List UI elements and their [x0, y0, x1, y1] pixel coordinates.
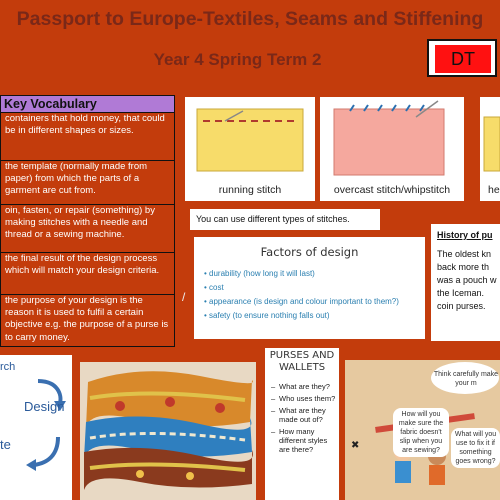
factors-title: Factors of design: [260, 245, 359, 259]
cycle-label-evaluate: te: [0, 437, 11, 452]
cycle-arrows: [0, 355, 72, 500]
running-stitch-illustration: [185, 97, 315, 182]
vocabulary-definition: containers that hold money, that could be in different shapes or sizes.: [5, 113, 165, 137]
speech-bubble-right: What will you use to fix it if something goes wrong?: [451, 428, 500, 468]
vocabulary-row: [0, 161, 175, 205]
stitches-note: You can use different types of stitches.: [190, 209, 380, 230]
factors-of-design-card: [194, 237, 425, 339]
subject-badge-label: DT: [435, 45, 491, 73]
purses-title: [265, 350, 339, 374]
vocabulary-row: [0, 253, 175, 295]
vocabulary-heading: Key Vocabulary: [0, 95, 175, 113]
page-title: Passport to Europe-Textiles, Seams and Stiffening: [16, 8, 484, 30]
factor-item: • durability (how long it will last): [204, 269, 425, 278]
vocabulary-row: [0, 113, 175, 161]
subject-badge: [427, 39, 497, 77]
cycle-label-design: Design: [24, 399, 65, 414]
history-line: coin purses.: [437, 301, 486, 311]
history-text: [437, 248, 500, 313]
page-subtitle: Year 4 Spring Term 2: [153, 50, 322, 69]
purse-photo-image: [80, 362, 256, 500]
sewing-cartoon: [345, 360, 500, 500]
purses-question: – What are they made out of?: [271, 406, 339, 424]
close-icon[interactable]: ✖: [351, 440, 360, 451]
factor-item: • cost: [204, 283, 425, 292]
history-card: [431, 224, 500, 341]
purse-photo: [80, 362, 256, 500]
vocabulary-definition: the final result of the design process which will match your design criteria.: [5, 253, 160, 277]
vocabulary-definition: the template (normally made from paper) from which the parts of a garment are cut from.: [5, 161, 148, 197]
purses-title-line: PURSES AND: [269, 350, 335, 361]
purses-and-wallets-card: [265, 348, 339, 500]
purses-title-line: WALLETS: [278, 362, 326, 373]
speech-bubble-left: How will you make sure the fabric doesn't slip when you are sewing?: [393, 408, 449, 457]
overcast-stitch-card: [320, 97, 464, 201]
divider-mark: /: [182, 290, 186, 304]
history-line: back more th: [437, 262, 490, 272]
purses-question: – Who uses them?: [271, 394, 339, 403]
vocabulary-definition: the purpose of your design is the reason it is used to fulfil a certain objective e.g. the purpose of a purse is to carry money.: [5, 295, 169, 343]
factors-list: [204, 269, 425, 320]
history-line: The oldest kn: [437, 249, 492, 259]
cycle-label-research: rch: [0, 361, 16, 373]
purses-questions: [265, 382, 339, 454]
vocabulary-row: [0, 205, 175, 253]
overcast-stitch-label: overcast stitch/whipstitch: [333, 184, 451, 196]
third-stitch-illustration: [480, 97, 500, 182]
purses-question: – What are they?: [271, 382, 339, 391]
history-title: History of pu: [437, 230, 493, 240]
thought-bubble-top: Think carefully make your m: [433, 371, 499, 387]
purses-question: – How many different styles are there?: [271, 427, 339, 454]
history-line: was a pouch w: [437, 275, 497, 285]
vocabulary-table: [0, 95, 175, 347]
design-cycle-diagram: [0, 355, 72, 500]
running-stitch-label: running stitch: [218, 184, 282, 196]
vocabulary-definition: oin, fasten, or repair (something) by making stitches with a needle and thread or a sewing machine.: [5, 205, 155, 241]
vocabulary-row: [0, 295, 175, 347]
running-stitch-card: [185, 97, 315, 201]
history-line: the Iceman.: [437, 288, 485, 298]
overcast-stitch-illustration: [320, 97, 464, 182]
factor-item: • appearance (is design and colour important to them?): [204, 297, 425, 306]
third-stitch-label: he: [488, 184, 500, 196]
factor-item: • safety (to ensure nothing falls out): [204, 311, 425, 320]
third-stitch-card: [480, 97, 500, 201]
